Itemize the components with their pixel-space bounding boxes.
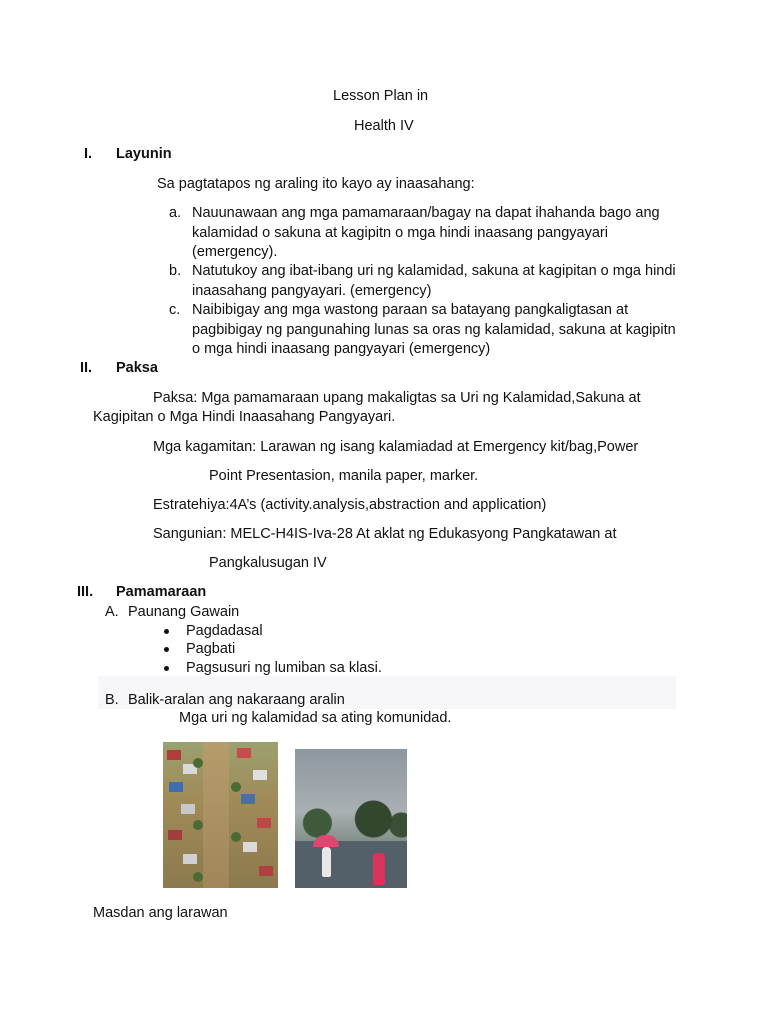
partB-marker: B.: [105, 692, 119, 708]
page-title-line1: Lesson Plan in: [333, 88, 429, 104]
section1-heading: Layunin: [116, 146, 172, 162]
objective-b-marker: b.: [169, 263, 182, 279]
bullet-dot: [164, 629, 169, 634]
kagamitan-line1: Mga kagamitan: Larawan ng isang kalamiadad at Emergency kit/bag,Power: [153, 439, 639, 455]
objective-c-text: Naibibigay ang mga wastong paraan sa batayang pangkaligtasan at pagbibigay ng pangunahing lunas sa oras ng kalamidad, sakuna at kagipitn o mga hindi inaasang pangyayari (emergency): [192, 302, 676, 357]
objective-c-marker: c.: [169, 302, 181, 318]
objective-a-text: Nauunawaan ang mga pamamaraan/bagay na dapat ihahanda bago ang kalamidad o sakuna at kagipitn o mga hindi inaasang pangyayari (emergency).: [192, 205, 660, 260]
section2-heading: Paksa: [116, 360, 158, 376]
kagamitan-line2: Point Presentasion, manila paper, marker.: [209, 468, 479, 484]
section3-numeral: III.: [77, 584, 94, 600]
paksa-line2: Kagipitan o Mga Hindi Inaasahang Pangyayari.: [93, 409, 396, 425]
partB-label: Balik-aralan ang nakaraang aralin: [128, 692, 345, 708]
section2-numeral: II.: [80, 360, 93, 376]
estratehiya-line: Estratehiya:4A’s (activity.analysis,abstraction and application): [153, 497, 547, 513]
objective-b-text: Natutukoy ang ibat-ibang uri ng kalamidad, sakuna at kagipitan o mga hindi inaasahang pangyayari. (emergency): [192, 263, 676, 299]
paksa-line1: Paksa: Mga pamamaraan upang makaligtas sa Uri ng Kalamidad,Sakuna at: [153, 390, 641, 406]
sangunian-line2: Pangkalusugan IV: [209, 555, 327, 571]
page-title-line2: Health IV: [354, 118, 414, 134]
flood-aerial-photo: [163, 742, 278, 888]
bullet-dot: [164, 666, 169, 671]
bullet-item-pagbati: Pagbati: [186, 641, 236, 657]
image-caption: Masdan ang larawan: [93, 905, 228, 921]
section1-numeral: I.: [84, 146, 93, 162]
rain-street-photo: [295, 749, 407, 888]
sangunian-line1: Sangunian: MELC-H4IS-Iva-28 At aklat ng Edukasyong Pangkatawan at: [153, 526, 617, 542]
partA-label: Paunang Gawain: [128, 604, 240, 620]
section3-heading: Pamamaraan: [116, 584, 207, 600]
bullet-item-pagsusuri: Pagsusuri ng lumiban sa klasi.: [186, 660, 382, 676]
partB-subtext: Mga uri ng kalamidad sa ating komunidad.: [179, 710, 452, 726]
bullet-item-pagdadasal: Pagdadasal: [186, 623, 263, 639]
bullet-dot: [164, 647, 169, 652]
section1-intro: Sa pagtatapos ng araling ito kayo ay inaasahang:: [157, 176, 475, 192]
objective-a-marker: a.: [169, 205, 182, 221]
partA-marker: A.: [105, 604, 119, 620]
